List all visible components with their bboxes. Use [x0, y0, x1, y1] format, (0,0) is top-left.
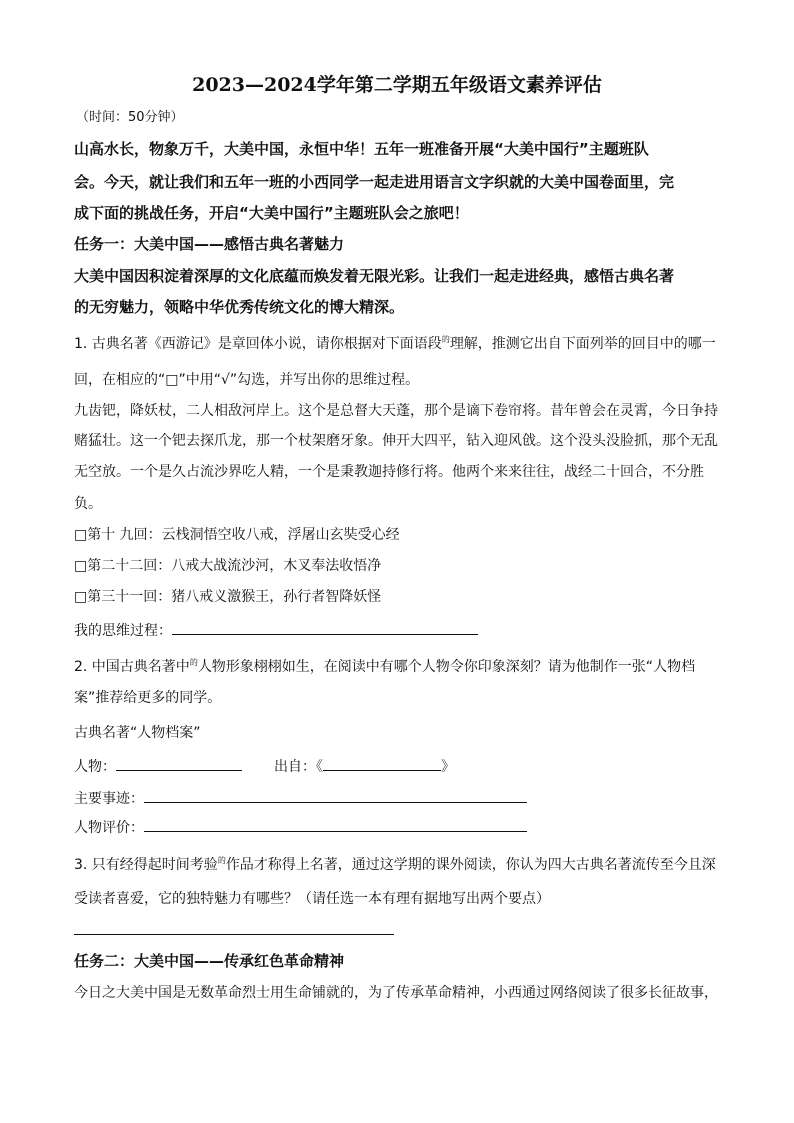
q2-prompt-line-2: 案”推荐给更多的同学。: [74, 690, 222, 706]
q1-prompt-line-2: 回，在相应的“□”中用“√”勾选，并写出你的思维过程。: [74, 372, 420, 388]
task2-intro-line-1: 今日之大美中国是无数革命烈士用生命铺就的，为了传承革命精神，小西通过网络阅读了很多长征故事，: [74, 985, 718, 1001]
task1-intro-line-2: 的无穷魅力，领略中华优秀传统文化的博大精深。: [74, 298, 405, 316]
q1-passage-line-2: 赌猛壮。这一个钯去探爪龙，那一个杖架磨牙象。伸开大四平，钻入迎风戗。这个没头没脸抓，那个无乱: [74, 433, 718, 449]
q1-thinking-answer-line[interactable]: [172, 620, 478, 635]
q1-passage-line-3: 无空放。一个是久占流沙界吃人精，一个是秉教迦持修行将。他两个来来往往，战经二十回合，不分胜: [74, 464, 704, 480]
q1-prompt-b: 理解，推测它出自下面列举的回目中的哪一: [449, 336, 716, 352]
q1-passage-line-1: 九齿钯，降妖杖，二人相敌河岸上。这个是总督大天蓬，那个是谪下卷帘将。昔年曾会在灵霄，今日争持: [74, 403, 718, 419]
q2-person-answer-line[interactable]: [116, 756, 242, 771]
q3-answer-line[interactable]: [74, 934, 394, 935]
q2-person-label: 人物：: [74, 759, 116, 775]
task2-heading: 任务二：大美中国——传承红色革命精神: [74, 952, 345, 970]
q2-prompt-b: 人物形象栩栩如生，在阅读中有哪个人物令你印象深刻？请为他制作一张“人物档: [197, 659, 696, 675]
q3-prompt-sup: 的: [217, 856, 226, 865]
q1-option-31[interactable]: □第三十一回：猪八戒义激猴王，孙行者智降妖怪: [74, 589, 382, 605]
intro-line-2: 会。今天，就让我们和五年一班的小西同学一起走进用语言文字织就的大美中国卷面里，完: [74, 173, 675, 191]
q1-thinking-label: 我的思维过程：: [74, 623, 172, 639]
q2-source-answer-line[interactable]: [323, 756, 441, 771]
q2-review-row: [74, 817, 527, 838]
intro-line-3: 成下面的挑战任务，开启“大美中国行”主题班队会之旅吧！: [74, 204, 469, 222]
q2-source-close: 》: [441, 759, 455, 775]
q2-review-label: 人物评价：: [74, 820, 144, 836]
q2-deeds-label: 主要事迹：: [74, 791, 144, 807]
q1-prompt-a: 1. 古典名著《西游记》是章回体小说，请你根据对下面语段: [74, 336, 442, 352]
q1-passage-line-4: 负。: [74, 496, 102, 512]
q2-card-title: 古典名著“人物档案”: [74, 725, 201, 741]
q2-prompt-sup: 的: [189, 658, 198, 667]
task1-heading: 任务一：大美中国——感悟古典名著魅力: [74, 235, 345, 253]
q1-prompt-line-1: [74, 334, 716, 356]
q1-option-22[interactable]: □第二十二回：八戒大战流沙河，木叉奉法收悟净: [74, 558, 382, 574]
q2-deeds-row: [74, 788, 527, 809]
q2-prompt-line-1: [74, 657, 695, 679]
q3-prompt-a: 3. 只有经得起时间考验: [74, 857, 218, 873]
q2-deeds-answer-line[interactable]: [144, 788, 527, 803]
q1-thinking-row: [74, 620, 478, 641]
time-note: （时间：50分钟）: [76, 110, 184, 125]
q2-person-source-row: [74, 756, 455, 777]
q3-prompt-line-1: [74, 855, 716, 877]
q1-option-19[interactable]: □第十 九回：云栈洞悟空收八戒，浮屠山玄奘受心经: [74, 527, 400, 543]
q1-prompt-sup: 的: [441, 335, 450, 344]
q2-source-label: 出自：《: [274, 759, 323, 775]
intro-line-1: 山高水长，物象万千，大美中国，永恒中华！五年一班准备开展“大美中国行”主题班队: [74, 140, 649, 158]
page-title: 2023—2024学年第二学期五年级语文素养评估: [192, 74, 602, 96]
q2-prompt-a: 2. 中国古典名著中: [74, 659, 190, 675]
task1-intro-line-1: 大美中国因积淀着深厚的文化底蕴而焕发着无限光彩。让我们一起走进经典，感悟古典名著: [74, 267, 675, 285]
q3-prompt-line-2: 受读者喜爱，它的独特魅力有哪些？（请任选一本有理有据地写出两个要点）: [74, 891, 550, 907]
q3-prompt-b: 作品才称得上名著，通过这学期的课外阅读，你认为四大古典名著流传至今且深: [225, 857, 716, 873]
q2-review-answer-line[interactable]: [144, 817, 527, 832]
